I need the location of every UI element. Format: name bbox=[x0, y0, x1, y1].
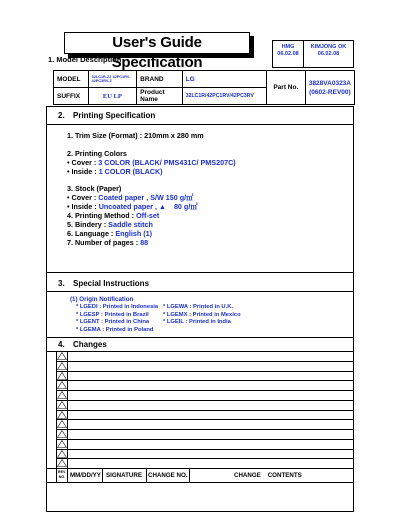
divider bbox=[46, 124, 354, 125]
column-divider bbox=[189, 468, 190, 482]
revision-row-line bbox=[56, 419, 354, 420]
revision-triangle-icon bbox=[57, 391, 67, 399]
language-line bbox=[67, 229, 152, 238]
approval-box-left bbox=[272, 40, 304, 68]
trim-size-label: 1. Trim Size (Format) : bbox=[67, 131, 143, 140]
section-title: Changes bbox=[73, 340, 107, 349]
approval-date: 06.02.08 bbox=[277, 51, 299, 57]
revision-row-line bbox=[56, 429, 354, 430]
cover-color-label: • Cover : bbox=[67, 158, 97, 167]
origin-item: * LGEWA : Printed in U.K. bbox=[163, 304, 233, 310]
rev-no-header: REV. NO. bbox=[56, 468, 68, 482]
revision-triangle-icon bbox=[57, 459, 67, 467]
stock-label: 3. Stock (Paper) bbox=[67, 184, 122, 193]
model-label: MODEL bbox=[54, 71, 89, 88]
approver-name: KIMJONG OK bbox=[310, 44, 347, 50]
divider bbox=[46, 291, 354, 292]
inside-color-value: 1 COLOR (BLACK) bbox=[98, 167, 163, 176]
origin-item: * LGEDI : Printed in Indonesia bbox=[76, 304, 159, 310]
column-divider bbox=[146, 468, 147, 482]
revision-triangle-icon bbox=[57, 411, 67, 419]
inside-stock-value: Uncoated paper , bbox=[98, 202, 157, 211]
document-title: User's Guide Specification bbox=[64, 32, 250, 54]
pages-value: 88 bbox=[140, 238, 149, 247]
product-name-label: Product Name bbox=[137, 88, 183, 105]
date-header: MM/DD/YY bbox=[70, 472, 101, 479]
bindery-value: Saddle stitch bbox=[108, 220, 153, 229]
revision-row-line bbox=[56, 449, 354, 450]
model-description-heading: 1. Model Description bbox=[48, 55, 122, 64]
brand-value: LG bbox=[182, 71, 266, 88]
revision-row-line bbox=[56, 380, 354, 381]
approval-date: 06.02.08 bbox=[317, 51, 340, 57]
drop-icon: ▲ bbox=[159, 204, 166, 211]
suffix-label: SUFFIX bbox=[54, 88, 89, 105]
divider bbox=[46, 337, 354, 338]
divider bbox=[46, 468, 354, 469]
printing-method-label: 4. Printing Method : bbox=[67, 211, 135, 220]
revision-triangle-icon bbox=[57, 440, 67, 448]
suffix-value: EU LP bbox=[88, 88, 137, 105]
origin-item: * LGEIL : Printed in India bbox=[163, 319, 231, 326]
printing-colors-label: 2. Printing Colors bbox=[67, 149, 127, 158]
inside-stock-label: • Inside : bbox=[67, 202, 97, 211]
cover-color-line bbox=[67, 158, 236, 167]
revision-row-line bbox=[56, 361, 354, 362]
revision-row-line bbox=[56, 410, 354, 411]
pages-label: 7. Number of pages : bbox=[67, 238, 139, 247]
bindery-line bbox=[67, 220, 153, 229]
part-no-cell bbox=[305, 71, 354, 105]
cover-color-value: 3 COLOR (BLACK/ PMS431C/ PMS207C) bbox=[98, 158, 236, 167]
inside-color-label: • Inside : bbox=[67, 167, 97, 176]
revision-triangle-icon bbox=[57, 372, 67, 380]
origin-item: * LGEMA : Printed in Poland bbox=[76, 326, 154, 333]
pages-line bbox=[67, 238, 148, 247]
approval-box-right bbox=[304, 40, 354, 68]
bindery-label: 5. Bindery : bbox=[67, 220, 107, 229]
trim-size-line bbox=[67, 131, 204, 140]
inside-color-line bbox=[67, 167, 163, 176]
section-number: 4. bbox=[58, 340, 65, 349]
brand-label: BRAND bbox=[137, 71, 183, 88]
part-no-label: Part No. bbox=[266, 71, 305, 105]
revision-triangle-icon bbox=[57, 430, 67, 438]
origin-item: * LGESP : Printed in Brazil bbox=[76, 311, 149, 318]
cover-stock-value: Coated paper , S/W 150 g/㎡ bbox=[98, 193, 194, 202]
product-name-value: 32LC1R/42PC1RV/42PC3RV bbox=[182, 88, 266, 105]
revision-row-line bbox=[56, 400, 354, 401]
column-divider bbox=[102, 468, 103, 482]
approver-name: HMG bbox=[281, 44, 295, 50]
revision-triangle-icon bbox=[57, 420, 67, 428]
trim-size-value: 210mm x 280 mm bbox=[144, 131, 204, 140]
revision-row-line bbox=[56, 439, 354, 440]
origin-title: (1) Origin Notification bbox=[70, 296, 134, 303]
divider bbox=[46, 482, 354, 483]
model-info-table bbox=[53, 70, 355, 105]
revision-triangle-icon bbox=[57, 450, 67, 458]
section-number: 2. bbox=[58, 111, 65, 120]
cover-stock-label: • Cover : bbox=[67, 193, 97, 202]
model-value: 32LC1R-ZJ 42PC1RV-42PC3RV-Z bbox=[88, 71, 137, 88]
language-label: 6. Language : bbox=[67, 229, 114, 238]
section-title: Special Instructions bbox=[73, 279, 150, 288]
section-number: 3. bbox=[58, 279, 65, 288]
origins-right-list bbox=[163, 304, 241, 327]
revision-row-line bbox=[56, 371, 354, 372]
section-title: Printing Specification bbox=[73, 111, 156, 120]
divider bbox=[46, 272, 354, 273]
revision-triangle-icon bbox=[57, 381, 67, 389]
part-no-value: 3828VA0323A bbox=[308, 79, 351, 87]
language-value: English (1) bbox=[115, 229, 153, 238]
origin-item: * LGEMX : Printed in Mexico bbox=[163, 311, 241, 318]
inside-stock-weight: 80 g/㎡ bbox=[173, 202, 198, 211]
origin-item: * LGENT : Printed in China bbox=[76, 319, 150, 326]
change-no-header: CHANGE NO. bbox=[148, 472, 188, 479]
contents-header: CHANGE CONTENTS bbox=[234, 472, 302, 479]
printing-method-line bbox=[67, 211, 159, 220]
signature-header: SIGNATURE bbox=[106, 472, 142, 479]
origins-left-list bbox=[76, 304, 158, 334]
revision-row-line bbox=[56, 458, 354, 459]
revision-triangle-icon bbox=[57, 401, 67, 409]
printing-method-value: Off-set bbox=[136, 211, 160, 220]
revision-value: (0602-REV00) bbox=[309, 88, 351, 96]
divider bbox=[46, 351, 354, 352]
revision-row-line bbox=[56, 390, 354, 391]
revision-triangle-icon bbox=[57, 362, 67, 370]
revision-triangle-icon bbox=[57, 352, 67, 360]
